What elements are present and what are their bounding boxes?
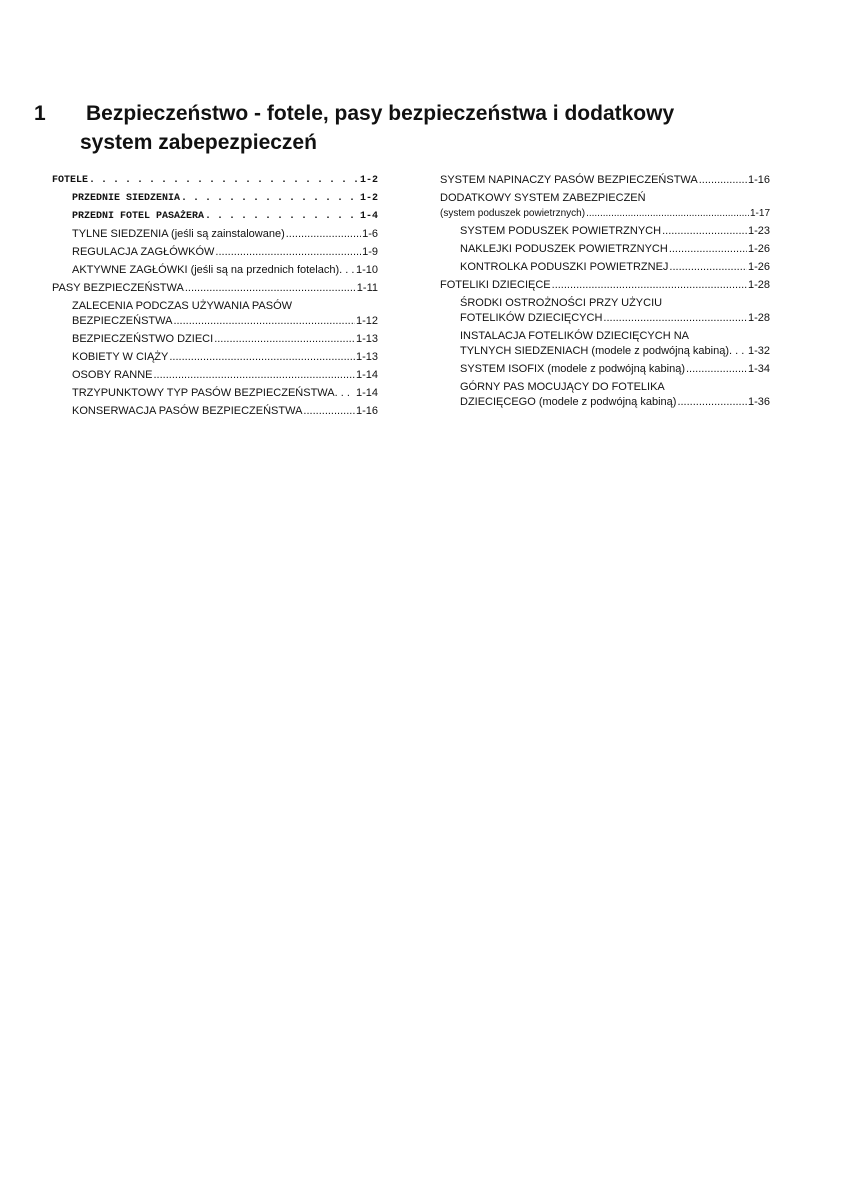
toc-entry-label: KOBIETY W CIĄŻY bbox=[72, 351, 169, 363]
toc-entry-fotele[interactable] bbox=[52, 174, 378, 192]
leader-dots bbox=[552, 279, 747, 292]
leader-dots bbox=[303, 405, 355, 418]
leader-dots bbox=[205, 210, 359, 223]
leader-dots bbox=[169, 351, 355, 364]
leader-dots bbox=[669, 243, 747, 256]
toc-entry-label: KONTROLKA PODUSZKI POWIETRZNEJ bbox=[460, 261, 669, 273]
toc-entry-page: 1-12 bbox=[355, 315, 378, 327]
toc-entry-system-isofix[interactable] bbox=[440, 363, 770, 381]
toc-entry-label-line1: GÓRNY PAS MOCUJĄCY DO FOTELIKA bbox=[460, 381, 665, 393]
toc-entry-pasy-bezpieczenstwa[interactable] bbox=[52, 282, 378, 300]
toc-entry-page: 1-11 bbox=[356, 282, 378, 294]
toc-entry-label-line1: INSTALACJA FOTELIKÓW DZIECIĘCYCH NA bbox=[460, 330, 689, 342]
toc-entry-naklejki[interactable] bbox=[440, 243, 770, 261]
toc-entry-page: 1-26 bbox=[747, 261, 770, 273]
toc-entry-page: 1-36 bbox=[747, 396, 770, 408]
toc-entry-gorny-pas[interactable] bbox=[440, 381, 770, 409]
leader-dots bbox=[686, 363, 747, 376]
leader-dots bbox=[214, 333, 355, 346]
toc-entry-label: SYSTEM PODUSZEK POWIETRZNYCH bbox=[460, 225, 662, 237]
toc-entry-page: 1-14 bbox=[355, 369, 378, 381]
leader-dots bbox=[215, 246, 361, 259]
leader-dots bbox=[185, 282, 356, 295]
leader-dots bbox=[677, 396, 747, 409]
toc-entry-label: TYLNE SIEDZENIA (jeśli są zainstalowane) bbox=[72, 228, 285, 240]
toc-entry-label: KONSERWACJA PASÓW BEZPIECZEŃSTWA bbox=[72, 405, 303, 417]
toc-entry-page: 1-17 bbox=[749, 208, 770, 219]
toc-entry-page: 1-34 bbox=[747, 363, 770, 375]
leader-dots bbox=[586, 207, 749, 220]
toc-entry-regulacja-zaglowkow[interactable] bbox=[52, 246, 378, 264]
toc-entry-page: 1-16 bbox=[747, 174, 770, 186]
toc-entry-page: 1-4 bbox=[359, 211, 378, 222]
toc-entry-label: SYSTEM NAPINACZY PASÓW BEZPIECZEŃSTWA bbox=[440, 174, 698, 186]
toc-entry-label: DZIECIĘCEGO (modele z podwójną kabiną) bbox=[460, 396, 677, 408]
toc-entry-zalecenia[interactable] bbox=[52, 300, 378, 328]
toc-entry-label: TRZYPUNKTOWY TYP PASÓW BEZPIECZEŃSTWA. . . bbox=[72, 387, 350, 399]
toc-entry-label: BEZPIECZEŃSTWA bbox=[72, 315, 173, 327]
toc-entry-label: FOTELIKÓW DZIECIĘCYCH bbox=[460, 312, 603, 324]
toc-entry-label: PASY BEZPIECZEŃSTWA bbox=[52, 282, 184, 294]
toc-entry-page: 1-32 bbox=[747, 345, 770, 357]
leader-dots bbox=[181, 192, 359, 205]
toc-entry-przedni-fotel-pasazera[interactable] bbox=[52, 210, 378, 228]
toc-entry-label: PRZEDNIE SIEDZENIA bbox=[72, 193, 181, 204]
toc-entry-kontrolka[interactable] bbox=[440, 261, 770, 279]
toc-entry-page: 1-23 bbox=[747, 225, 770, 237]
toc-entry-instalacja-fotelikow[interactable] bbox=[440, 330, 770, 358]
leader-dots bbox=[669, 261, 747, 274]
toc-entry-page: 1-6 bbox=[362, 228, 378, 240]
toc-entry-label: REGULACJA ZAGŁÓWKÓW bbox=[72, 246, 215, 258]
chapter-title-line2: system zabepezpieczeń bbox=[80, 131, 317, 154]
toc-entry-label-line1: ŚRODKI OSTROŻNOŚCI PRZY UŻYCIU bbox=[460, 297, 663, 309]
toc-entry-label: FOTELIKI DZIECIĘCE bbox=[440, 279, 551, 291]
toc-entry-label: (system poduszek powietrznych) bbox=[440, 208, 586, 219]
leader-dots bbox=[286, 228, 361, 241]
toc-entry-page: 1-2 bbox=[359, 193, 378, 204]
toc-entry-page: 1-26 bbox=[747, 243, 770, 255]
toc-entry-page: 1-13 bbox=[355, 351, 378, 363]
toc-entry-system-poduszek[interactable] bbox=[440, 225, 770, 243]
toc-entry-label: TYLNYCH SIEDZENIACH (modele z podwójną kabiną). . . bbox=[460, 345, 745, 357]
toc-entry-page: 1-9 bbox=[362, 246, 378, 258]
toc-entry-page: 1-10 bbox=[355, 264, 378, 276]
chapter-number: 1 bbox=[34, 102, 46, 125]
toc-entry-label-line1: DODATKOWY SYSTEM ZABEZPIECZEŃ bbox=[440, 192, 646, 204]
toc-entry-kobiety-w-ciazy[interactable] bbox=[52, 351, 378, 369]
toc-entry-label: BEZPIECZEŃSTWO DZIECI bbox=[72, 333, 214, 345]
toc-entry-page: 1-28 bbox=[747, 279, 770, 291]
toc-left-column bbox=[52, 174, 378, 423]
toc-entry-label: SYSTEM ISOFIX (modele z podwójną kabiną) bbox=[460, 363, 685, 375]
toc-entry-page: 1-16 bbox=[355, 405, 378, 417]
toc-entry-label-line1: ZALECENIA PODCZAS UŻYWANIA PASÓW bbox=[72, 300, 293, 312]
toc-entry-label: AKTYWNE ZAGŁÓWKI (jeśli są na przednich fotelach). . . bbox=[72, 264, 355, 276]
leader-dots bbox=[662, 225, 747, 238]
toc-entry-page: 1-13 bbox=[355, 333, 378, 345]
toc-entry-bezpieczenstwo-dzieci[interactable] bbox=[52, 333, 378, 351]
leader-dots bbox=[699, 174, 747, 187]
toc-entry-label: OSOBY RANNE bbox=[72, 369, 153, 381]
leader-dots bbox=[603, 312, 747, 325]
toc-entry-foteliki-dzieciece[interactable] bbox=[440, 279, 770, 297]
toc-entry-page: 1-28 bbox=[747, 312, 770, 324]
toc-entry-label: FOTELE bbox=[52, 175, 89, 186]
toc-entry-srodki-ostroznosci[interactable] bbox=[440, 297, 770, 325]
toc-entry-label: PRZEDNI FOTEL PASAŻERA bbox=[72, 211, 205, 222]
toc-entry-osoby-ranne[interactable] bbox=[52, 369, 378, 387]
toc-entry-przednie-siedzenia[interactable] bbox=[52, 192, 378, 210]
leader-dots bbox=[173, 315, 355, 328]
toc-entry-page: 1-14 bbox=[355, 387, 378, 399]
toc-right-column bbox=[440, 174, 770, 414]
chapter-title-line1: Bezpieczeństwo - fotele, pasy bezpieczeństwa i dodatkowy bbox=[86, 102, 675, 125]
toc-entry-konserwacja[interactable] bbox=[52, 405, 378, 423]
leader-dots bbox=[89, 174, 359, 187]
toc-entry-trzypunktowy[interactable] bbox=[52, 387, 378, 405]
toc-entry-label: NAKLEJKI PODUSZEK POWIETRZNYCH bbox=[460, 243, 668, 255]
toc-entry-page: 1-2 bbox=[359, 175, 378, 186]
toc-entry-dodatkowy-system[interactable] bbox=[440, 192, 770, 220]
toc-entry-aktywne-zaglowki[interactable] bbox=[52, 264, 378, 282]
toc-entry-tylne-siedzenia[interactable] bbox=[52, 228, 378, 246]
leader-dots bbox=[154, 369, 355, 382]
toc-entry-system-napinaczy[interactable] bbox=[440, 174, 770, 192]
